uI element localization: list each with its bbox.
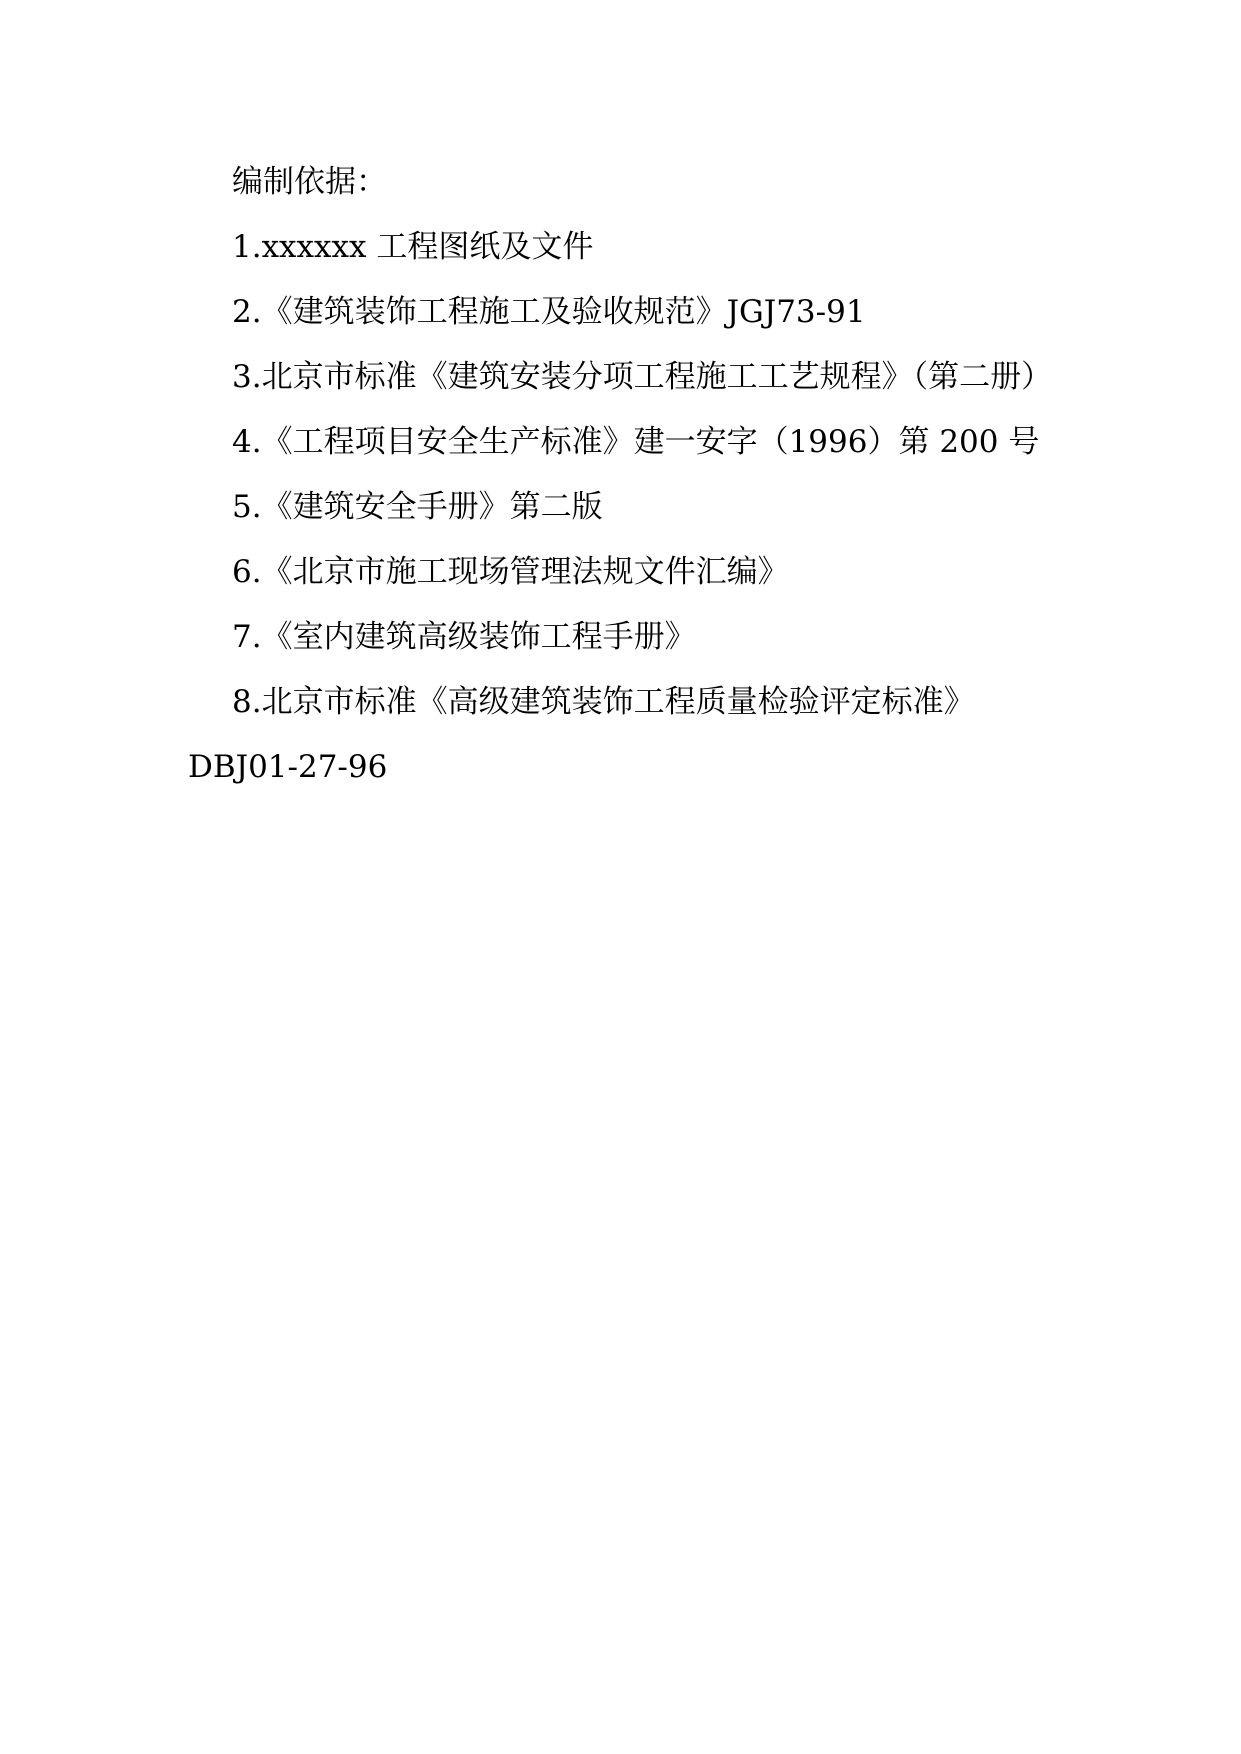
- reference-item-7: 7.《室内建筑高级装饰工程手册》: [232, 619, 696, 655]
- document-content: [188, 150, 1058, 800]
- reference-item-2: 2.《建筑装饰工程施工及验收规范》JGJ73-91: [232, 294, 866, 330]
- reference-item-8: 8.北京市标准《高级建筑装饰工程质量检验评定标准》DBJ01-27-96: [188, 684, 975, 785]
- section-heading: 编制依据：: [232, 164, 387, 200]
- reference-item-5: 5.《建筑安全手册》第二版: [232, 489, 603, 525]
- reference-item-4: 4.《工程项目安全生产标准》建一安字（1996）第 200 号: [232, 424, 1040, 460]
- reference-item-3: 3.北京市标准《建筑安装分项工程施工工艺规程》（第二册）: [232, 359, 1053, 395]
- reference-item-6: 6.《北京市施工现场管理法规文件汇编》: [232, 554, 789, 590]
- reference-item-1: 1.xxxxxx 工程图纸及文件: [232, 229, 594, 265]
